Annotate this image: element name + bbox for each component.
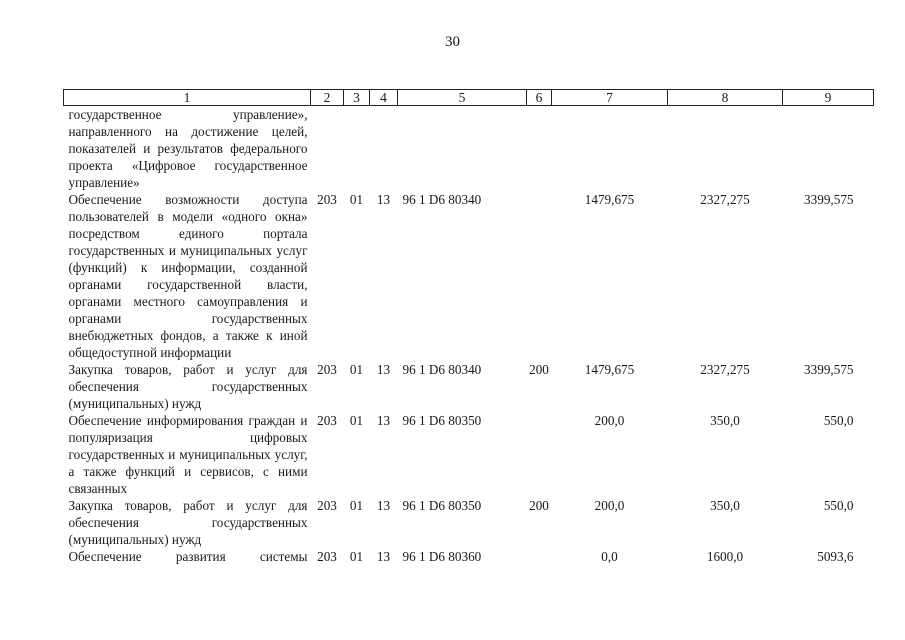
row-admin-code: 203 (317, 413, 337, 428)
row-subsection: 13 (376, 413, 391, 428)
row-amount-1: 0,0 (601, 549, 618, 564)
row-name: Закупка товаров, работ и услуг для обеспечения государственных (муниципальных) нужд (68, 362, 308, 411)
row-amount-2: 2327,275 (700, 362, 750, 377)
row-target-code: 96 1 D6 80360 (402, 549, 482, 564)
row-subsection: 13 (376, 362, 391, 377)
table-header-row (64, 90, 874, 106)
row-expense-type (527, 191, 552, 361)
row-amount-2: 350,0 (710, 498, 740, 513)
row-name: Обеспечение развития системы (68, 549, 308, 564)
row-admin-code: 203 (317, 192, 337, 207)
row-name: Закупка товаров, работ и услуг для обеспечения государственных (муниципальных) нужд (68, 498, 308, 547)
row-name: Обеспечение возможности доступа пользователей в модели «одного окна» посредством единого портала государственных и муниципальных услуг (функций) к информации, созданной органами государственной власти, органами местного самоуправления и органами государственных внебюджетных фондов, а также к иной общедоступной информации (68, 192, 308, 360)
page-number: 30 (445, 34, 460, 50)
row-target-code (398, 106, 527, 192)
row-target-code: 96 1 D6 80340 (402, 192, 482, 207)
table-row (64, 106, 874, 192)
row-amount-2: 350,0 (710, 413, 740, 428)
row-expense-type: 200 (529, 362, 549, 377)
row-amount-3: 3399,575 (804, 192, 854, 207)
row-amount-3: 550,0 (823, 498, 854, 513)
column-header: 3 (344, 90, 370, 106)
row-expense-type: 200 (529, 498, 549, 513)
row-section (344, 106, 370, 192)
row-amount-3: 550,0 (823, 413, 854, 428)
row-expense-type (527, 548, 552, 566)
column-header: 2 (311, 90, 344, 106)
row-admin-code: 203 (317, 498, 337, 513)
column-header: 1 (64, 90, 311, 106)
column-header: 6 (527, 90, 552, 106)
row-name: Обеспечение информирования граждан и популяризация цифровых государственных и муниципальных услуг, а также функций и сервисов, с ними связанных (68, 413, 308, 496)
table-row (64, 497, 874, 548)
row-target-code: 96 1 D6 80350 (402, 413, 482, 428)
row-target-code: 96 1 D6 80350 (402, 498, 482, 513)
row-amount-3: 3399,575 (804, 362, 854, 377)
row-target-code: 96 1 D6 80340 (402, 362, 482, 377)
column-header: 7 (552, 90, 668, 106)
column-header: 9 (783, 90, 874, 106)
table-row (64, 361, 874, 412)
table-row (64, 191, 874, 361)
row-admin-code (311, 106, 344, 192)
row-amount-3 (783, 106, 874, 192)
row-expense-type (527, 106, 552, 192)
row-name: государственное управление», направленного на достижение целей, показателей и результатов федерального проекта «Цифровое государственное управление» (68, 107, 308, 190)
row-subsection: 13 (376, 498, 391, 513)
row-admin-code: 203 (317, 362, 337, 377)
row-amount-1: 200,0 (594, 413, 625, 428)
table-row (64, 412, 874, 497)
row-section: 01 (349, 413, 364, 428)
row-section: 01 (349, 549, 364, 564)
table-row (64, 548, 874, 566)
column-header: 4 (370, 90, 398, 106)
row-amount-1: 1479,675 (584, 362, 635, 377)
row-subsection: 13 (376, 549, 391, 564)
row-subsection (370, 106, 398, 192)
row-subsection: 13 (376, 192, 391, 207)
row-amount-2: 1600,0 (706, 549, 744, 564)
row-admin-code: 203 (317, 549, 337, 564)
row-section: 01 (349, 192, 364, 207)
row-expense-type (527, 412, 552, 497)
row-amount-2: 2327,275 (700, 192, 750, 207)
column-header: 5 (398, 90, 527, 106)
row-amount-3: 5093,6 (817, 549, 854, 564)
row-amount-1 (552, 106, 668, 192)
row-amount-1: 1479,675 (584, 192, 635, 207)
budget-table (63, 89, 874, 566)
row-amount-2 (668, 106, 783, 192)
column-header: 8 (668, 90, 783, 106)
row-section: 01 (349, 362, 364, 377)
row-amount-1: 200,0 (594, 498, 625, 513)
row-section: 01 (349, 498, 364, 513)
